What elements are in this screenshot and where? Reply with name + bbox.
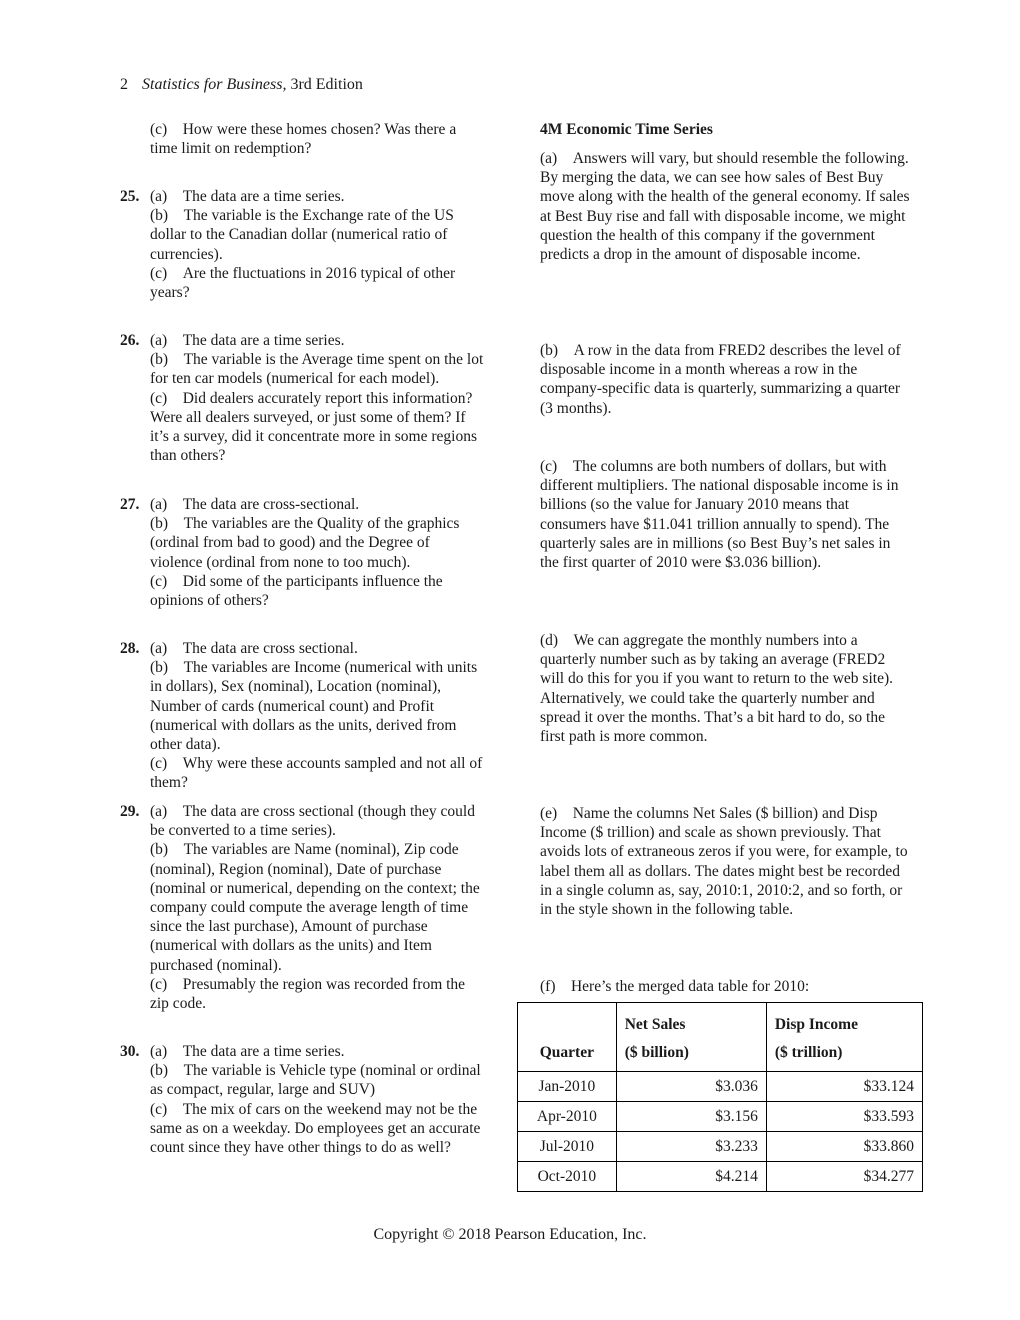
answer-28a: (a) The data are cross sectional. <box>150 640 358 657</box>
net-sales-header: Net Sales <box>616 1003 766 1040</box>
disp-income-cell: $34.277 <box>766 1162 922 1192</box>
answer-27a: (a) The data are cross-sectional. <box>150 496 360 513</box>
table-row <box>518 1132 923 1162</box>
table-row <box>518 1102 923 1132</box>
quarter-cell: Oct-2010 <box>518 1162 617 1192</box>
answer-26b: (b) The variable is the Average time spent on the lot for ten car models (numerical for each model). <box>150 351 484 388</box>
disp-income-unit: ($ trillion) <box>766 1039 922 1072</box>
answer-28 <box>150 639 485 793</box>
table-row <box>518 1162 923 1192</box>
answer-25 <box>150 187 485 302</box>
answer-27 <box>150 495 485 610</box>
answer-30b: (b) The variable is Vehicle type (nominal or ordinal as compact, regular, large and SUV) <box>150 1062 481 1099</box>
net-sales-cell: $4.214 <box>616 1162 766 1192</box>
merged-data-table <box>517 1002 923 1192</box>
table-header-row-2 <box>518 1039 923 1072</box>
answer-29b: (b) The variables are Name (nominal), Zip code (nominal), Region (nominal), Date of purchase (nominal or numerical, depending on the context; the company could compute the average length of time since the last purchase), Amount of purchase (numerical with dollars as the units) and Item purchased (nominal). <box>150 841 480 974</box>
part-a-body: By merging the data, we can see how sales of Best Buy move along with the health of the general economy. If sales at Best Buy rise and fall with disposable income, we might question the health of this company if the government predicts a drop in the amount of disposable income. <box>540 169 910 264</box>
running-header <box>120 75 363 94</box>
disp-income-header: Disp Income <box>766 1003 922 1040</box>
part-b: (b) A row in the data from FRED2 describes the level of disposable income in a month whereas a row in the company-specific data is quarterly, summarizing a quarter (3 months). <box>540 342 901 417</box>
table-row <box>518 1072 923 1102</box>
disp-income-cell: $33.860 <box>766 1132 922 1162</box>
quarter-cell: Apr-2010 <box>518 1102 617 1132</box>
section-heading: 4M Economic Time Series <box>540 121 713 138</box>
question-number-26: 26. <box>120 332 140 349</box>
question-number-27: 27. <box>120 496 140 513</box>
part-d: (d) We can aggregate the monthly numbers into a quarterly number such as by taking an average (FRED2 will do this for you if you want to return to the web site). Alternatively, we could take the quarterly number and spread it over the months. That’s a bit hard to do, so the first path is more common. <box>540 632 893 746</box>
question-number-29: 29. <box>120 803 140 820</box>
answer-30c: (c) The mix of cars on the weekend may not be the same as on a weekday. Do employees get an accurate count since they have other things to do as well? <box>150 1100 481 1157</box>
quarter-header: Quarter <box>518 1039 617 1072</box>
net-sales-cell: $3.233 <box>616 1132 766 1162</box>
quarter-cell: Jul-2010 <box>518 1132 617 1162</box>
answer-28b: (b) The variables are Income (numerical with units in dollars), Sex (nominal), Location (nominal), Number of cards (numerical count) and Profit (numerical with dollars as the units, derived from other data). <box>150 659 478 754</box>
answer-27c: (c) Did some of the participants influence the opinions of others? <box>150 572 443 610</box>
edition: 3rd Edition <box>290 76 363 93</box>
question-number-25: 25. <box>120 188 140 205</box>
part-a <box>540 149 910 264</box>
answer-30 <box>150 1042 485 1157</box>
disp-income-cell: $33.593 <box>766 1102 922 1132</box>
answer-28c: (c) Why were these accounts sampled and not all of them? <box>150 755 483 792</box>
answer-26 <box>150 331 485 465</box>
quarter-cell: Jan-2010 <box>518 1072 617 1102</box>
table-header-row-1 <box>518 1003 923 1040</box>
page-number: 2 <box>120 76 128 93</box>
answer-27b: (b) The variables are the Quality of the graphics (ordinal from bad to good) and the Degree of violence (ordinal from none to too much). <box>150 515 460 571</box>
answer-29a: (a) The data are cross sectional (though they could be converted to a time series). <box>150 803 475 840</box>
answer-25c: (c) Are the fluctuations in 2016 typical of other years? <box>150 264 456 302</box>
net-sales-cell: $3.036 <box>616 1072 766 1102</box>
part-a-intro: (a) Answers will vary, but should resemble the following. <box>540 150 909 167</box>
net-sales-unit: ($ billion) <box>616 1039 766 1072</box>
answer-25b: (b) The variable is the Exchange rate of the US dollar to the Canadian dollar (numerical ratio of currencies). <box>150 207 454 263</box>
part-f: (f) Here’s the merged data table for 2010: <box>540 978 810 995</box>
answer-26c: (c) Did dealers accurately report this information? Were all dealers surveyed, or just some of them? If it’s a survey, did it concentrate more in some regions than others? <box>150 389 477 465</box>
question-number-28: 28. <box>120 640 140 657</box>
answer-30a: (a) The data are a time series. <box>150 1043 345 1060</box>
part-e: (e) Name the columns Net Sales ($ billion) and Disp Income ($ trillion) and scale as shown previously. That avoids lots of extraneous zeros if you were, for example, to label them all as dollars. The dates might best be recorded in a single column as, say, 2010:1, 2010:2, and so forth, or in the style shown in the following table. <box>540 805 908 919</box>
net-sales-cell: $3.156 <box>616 1102 766 1132</box>
answer-29 <box>150 802 485 1013</box>
disp-income-cell: $33.124 <box>766 1072 922 1102</box>
book-title: Statistics for Business, <box>142 76 287 93</box>
answer-26a: (a) The data are a time series. <box>150 332 345 349</box>
copyright-footer: Copyright © 2018 Pearson Education, Inc. <box>373 1226 647 1243</box>
answer-24c: (c) How were these homes chosen? Was there a time limit on redemption? <box>150 121 457 158</box>
answer-25a: (a) The data are a time series. <box>150 188 345 205</box>
part-c: (c) The columns are both numbers of dollars, but with different multipliers. The national disposable income is in billions (so the value for January 2010 means that consumers have $11.041 trillion annually to spend). The quarterly sales are in millions (so Best Buy’s net sales in the first quarter of 2010 were $3.036 billion). <box>540 458 899 572</box>
answer-29c: (c) Presumably the region was recorded from the zip code. <box>150 975 466 1013</box>
question-number-30: 30. <box>120 1043 140 1060</box>
